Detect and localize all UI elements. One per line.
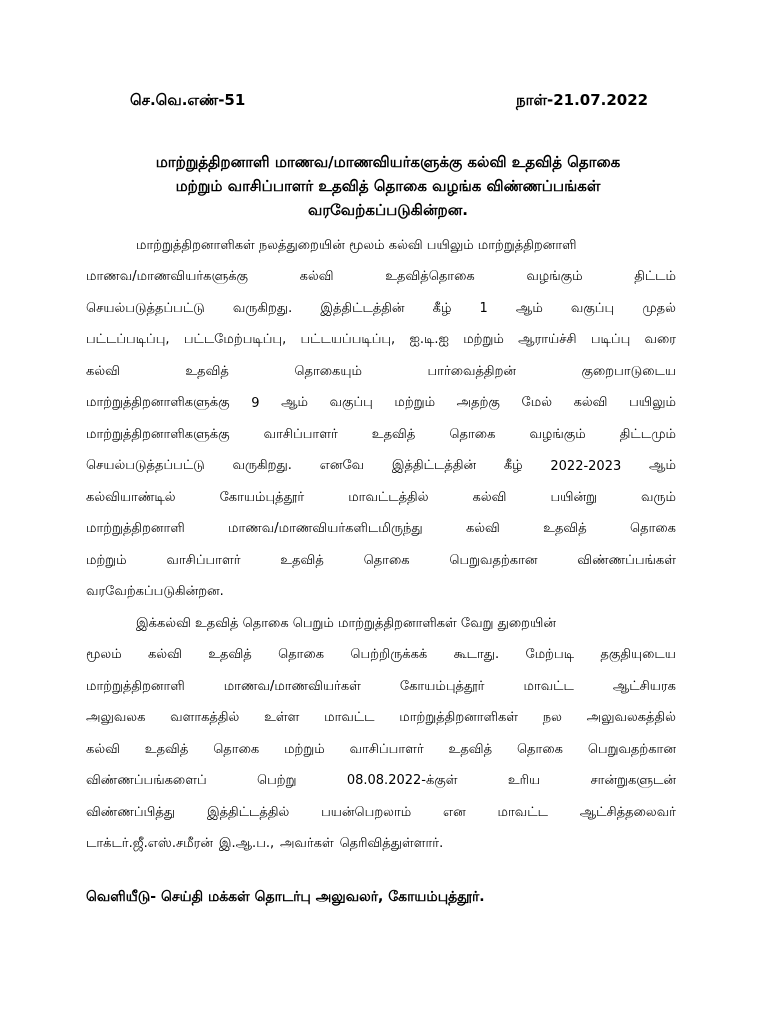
word: செயல்படுத்தப்பட்டு [86, 300, 205, 316]
text-line [86, 514, 676, 546]
word: திட்டம் [634, 269, 676, 285]
paragraph-2 [86, 608, 676, 860]
word: மாவட்ட [523, 678, 574, 694]
word: மாவட்ட [497, 804, 548, 820]
word: தெரிவித்துள்ளார். [339, 836, 444, 852]
word: மாணவ/மாணவியர்களிடமிருந்து [228, 521, 423, 537]
word: மூலம் [86, 647, 122, 663]
word: விண்ணப்பங்கள் [577, 552, 676, 568]
word: மாற்றுத்திறனாளிகளுக்கு [86, 426, 230, 442]
release-footer: வெளியீடு- செய்தி மக்கள் தொடர்பு அலுவலர், கோயம்புத்தூர். [86, 889, 485, 905]
word: விண்ணப்பித்து [86, 804, 176, 820]
text-line [86, 703, 676, 735]
word: தொகையும் [294, 363, 362, 379]
word: உரிய [507, 773, 541, 789]
word: வளாகத்தில் [170, 710, 240, 726]
text-line [86, 766, 676, 798]
word: சான்றுகளுடன் [590, 773, 676, 789]
word: மாற்றுத்திறனாளிகளுக்கு [86, 395, 230, 411]
word: ஆம் [515, 300, 543, 316]
word: மற்றும் [394, 395, 436, 411]
word: 9 [251, 395, 260, 411]
word: இத்திட்டத்தின் [320, 300, 405, 316]
word: பயிலும் [629, 395, 676, 411]
release-date: நாள்-21.07.2022 [516, 91, 649, 109]
word: இ.ஆ.ப., [218, 836, 275, 852]
body-text [86, 230, 676, 860]
word: தொகை [449, 426, 496, 442]
word: தொகை [516, 741, 563, 757]
word: உதவித் [371, 426, 416, 442]
word: பட்டமேற்படிப்பு, [183, 332, 287, 348]
title-line: வரவேற்கப்படுகின்றன. [308, 201, 468, 219]
word: கோயம்புத்தூர் [219, 489, 305, 505]
word: உதவித் [280, 552, 324, 568]
text-line [86, 608, 676, 640]
word: வரை [644, 332, 676, 348]
word: தொகை [629, 521, 676, 537]
word: உதவித் [543, 521, 587, 537]
text-line [86, 829, 676, 861]
word: உள்ள [264, 710, 300, 726]
word: மாற்றுத்திறனாளிகள் நலத்துறையின் மூலம் கல்வி பயிலும் மாற்றுத்திறனாளி [136, 237, 577, 253]
word: எனவே [319, 458, 365, 474]
word: ஐ.டி.ஐ [409, 332, 449, 348]
word: என [443, 804, 466, 820]
word: மாவட்ட [324, 710, 375, 726]
word: உதவித் [185, 363, 229, 379]
word: இத்திட்டத்தில் [206, 804, 290, 820]
word: ஆம் [649, 458, 676, 474]
word: வகுப்பு [329, 395, 373, 411]
word: உதவித் [144, 741, 189, 757]
word: வழங்கும் [529, 426, 586, 442]
word: வாசிப்பாளர் [349, 741, 424, 757]
reference-number: செ.வெ.எண்-51 [130, 91, 246, 109]
word: கல்வி [573, 395, 608, 411]
word: கல்வி [86, 741, 120, 757]
text-line [86, 577, 676, 609]
word: அலுவலகத்தில் [586, 710, 676, 726]
word: கீழ் [432, 300, 452, 316]
word: ஆட்சியரக [612, 678, 676, 694]
word: உதவித் [448, 741, 493, 757]
word: அலுவலக [86, 710, 146, 726]
document-title [60, 150, 716, 222]
word: வரும் [641, 489, 676, 505]
word: தொகை [213, 741, 260, 757]
title-line: மற்றும் வாசிப்பாளர் உதவித் தொகை வழங்க விண்ணப்பங்கள் [175, 177, 601, 195]
word: வருகிறது. [232, 300, 293, 316]
word: பெறுவதற்கான [449, 552, 538, 568]
word: திட்டமும் [619, 426, 676, 442]
word: முதல் [642, 300, 676, 316]
word: தகுதியுடைய [600, 647, 676, 663]
word: பயன்பெறலாம் [321, 804, 412, 820]
word: மற்றும் [86, 552, 127, 568]
text-line [86, 797, 676, 829]
word: கோயம்புத்தூர் [399, 678, 485, 694]
word: பயின்று [550, 489, 597, 505]
word: பெறுவதற்கான [587, 741, 676, 757]
word: ஆராய்ச்சி [518, 332, 577, 348]
text-line [86, 230, 676, 262]
text-line [86, 640, 676, 672]
word: மற்றும் [284, 741, 325, 757]
text-line [86, 419, 676, 451]
word: 2022-2023 [550, 458, 622, 474]
word: தொகை [278, 647, 325, 663]
word: வரவேற்கப்படுகின்றன. [86, 584, 224, 600]
word: கல்வியாண்டில் [86, 489, 176, 505]
word: கல்வி [86, 363, 120, 379]
word: அவர்கள் [279, 836, 334, 852]
text-line [86, 671, 676, 703]
word: வருகிறது. [232, 458, 292, 474]
word: 1 [479, 301, 488, 317]
word: உதவித்தொகை [385, 269, 475, 285]
text-line [86, 356, 676, 388]
word: மேல் [521, 395, 552, 411]
word: பெற்று [256, 773, 297, 789]
paragraph-1 [86, 230, 676, 608]
word: மற்றும் [463, 332, 504, 348]
text-line [86, 451, 676, 483]
word: மாற்றுத்திறனாளி [86, 521, 185, 537]
word: மாணவ/மாணவியர்களுக்கு [86, 269, 249, 285]
word: மாற்றுத்திறனாளி [86, 678, 185, 694]
word: குறைபாடுடைய [581, 363, 676, 379]
word: வழங்கும் [526, 269, 583, 285]
word: அதற்கு [456, 395, 500, 411]
word: டாக்டர்.ஜீ.எஸ்.சமீரன் [86, 836, 213, 852]
word: பெற்றிருக்கக் [350, 647, 428, 663]
word: கீழ் [503, 458, 523, 474]
word: வாசிப்பாளர் [263, 426, 338, 442]
word: பட்டப்படிப்பு, [86, 332, 170, 348]
word: தொகை [363, 552, 410, 568]
text-line [86, 262, 676, 294]
title-line: மாற்றுத்திறனாளி மாணவ/மாணவியர்களுக்கு கல்வி உதவித் தொகை [155, 153, 621, 171]
text-line [86, 545, 676, 577]
word: மேற்படி [525, 647, 575, 663]
text-line [86, 734, 676, 766]
word: கல்வி [147, 647, 182, 663]
word: படிப்பு [590, 332, 631, 348]
word: மாணவ/மாணவியர்கள் [223, 678, 361, 694]
text-line [86, 325, 676, 357]
word: இத்திட்டத்தின் [391, 458, 477, 474]
word: செயல்படுத்தப்பட்டு [86, 458, 205, 474]
word: கல்வி [465, 521, 500, 537]
word: வாசிப்பாளர் [166, 552, 241, 568]
word: இக்கல்வி உதவித் தொகை பெறும் மாற்றுத்திறனாளிகள் வேறு துறையின் [136, 615, 556, 631]
word: கல்வி [472, 489, 507, 505]
word: உதவித் [208, 647, 252, 663]
text-line [86, 482, 676, 514]
word: 08.08.2022-க்குள் [346, 773, 458, 789]
word: மாவட்டத்தில் [348, 489, 429, 505]
text-line [86, 388, 676, 420]
word: கூடாது. [453, 647, 500, 663]
word: ஆம் [281, 395, 308, 411]
text-line [86, 293, 676, 325]
word: கல்வி [299, 269, 334, 285]
word: பட்டயப்படிப்பு, [300, 332, 396, 348]
word: நல [542, 710, 562, 726]
word: வகுப்பு [570, 300, 615, 316]
word: ஆட்சித்தலைவர் [579, 804, 676, 820]
word: மாற்றுத்திறனாளிகள் [399, 710, 519, 726]
word: பார்வைத்திறன் [427, 363, 517, 379]
word: விண்ணப்பங்களைப் [86, 773, 207, 789]
